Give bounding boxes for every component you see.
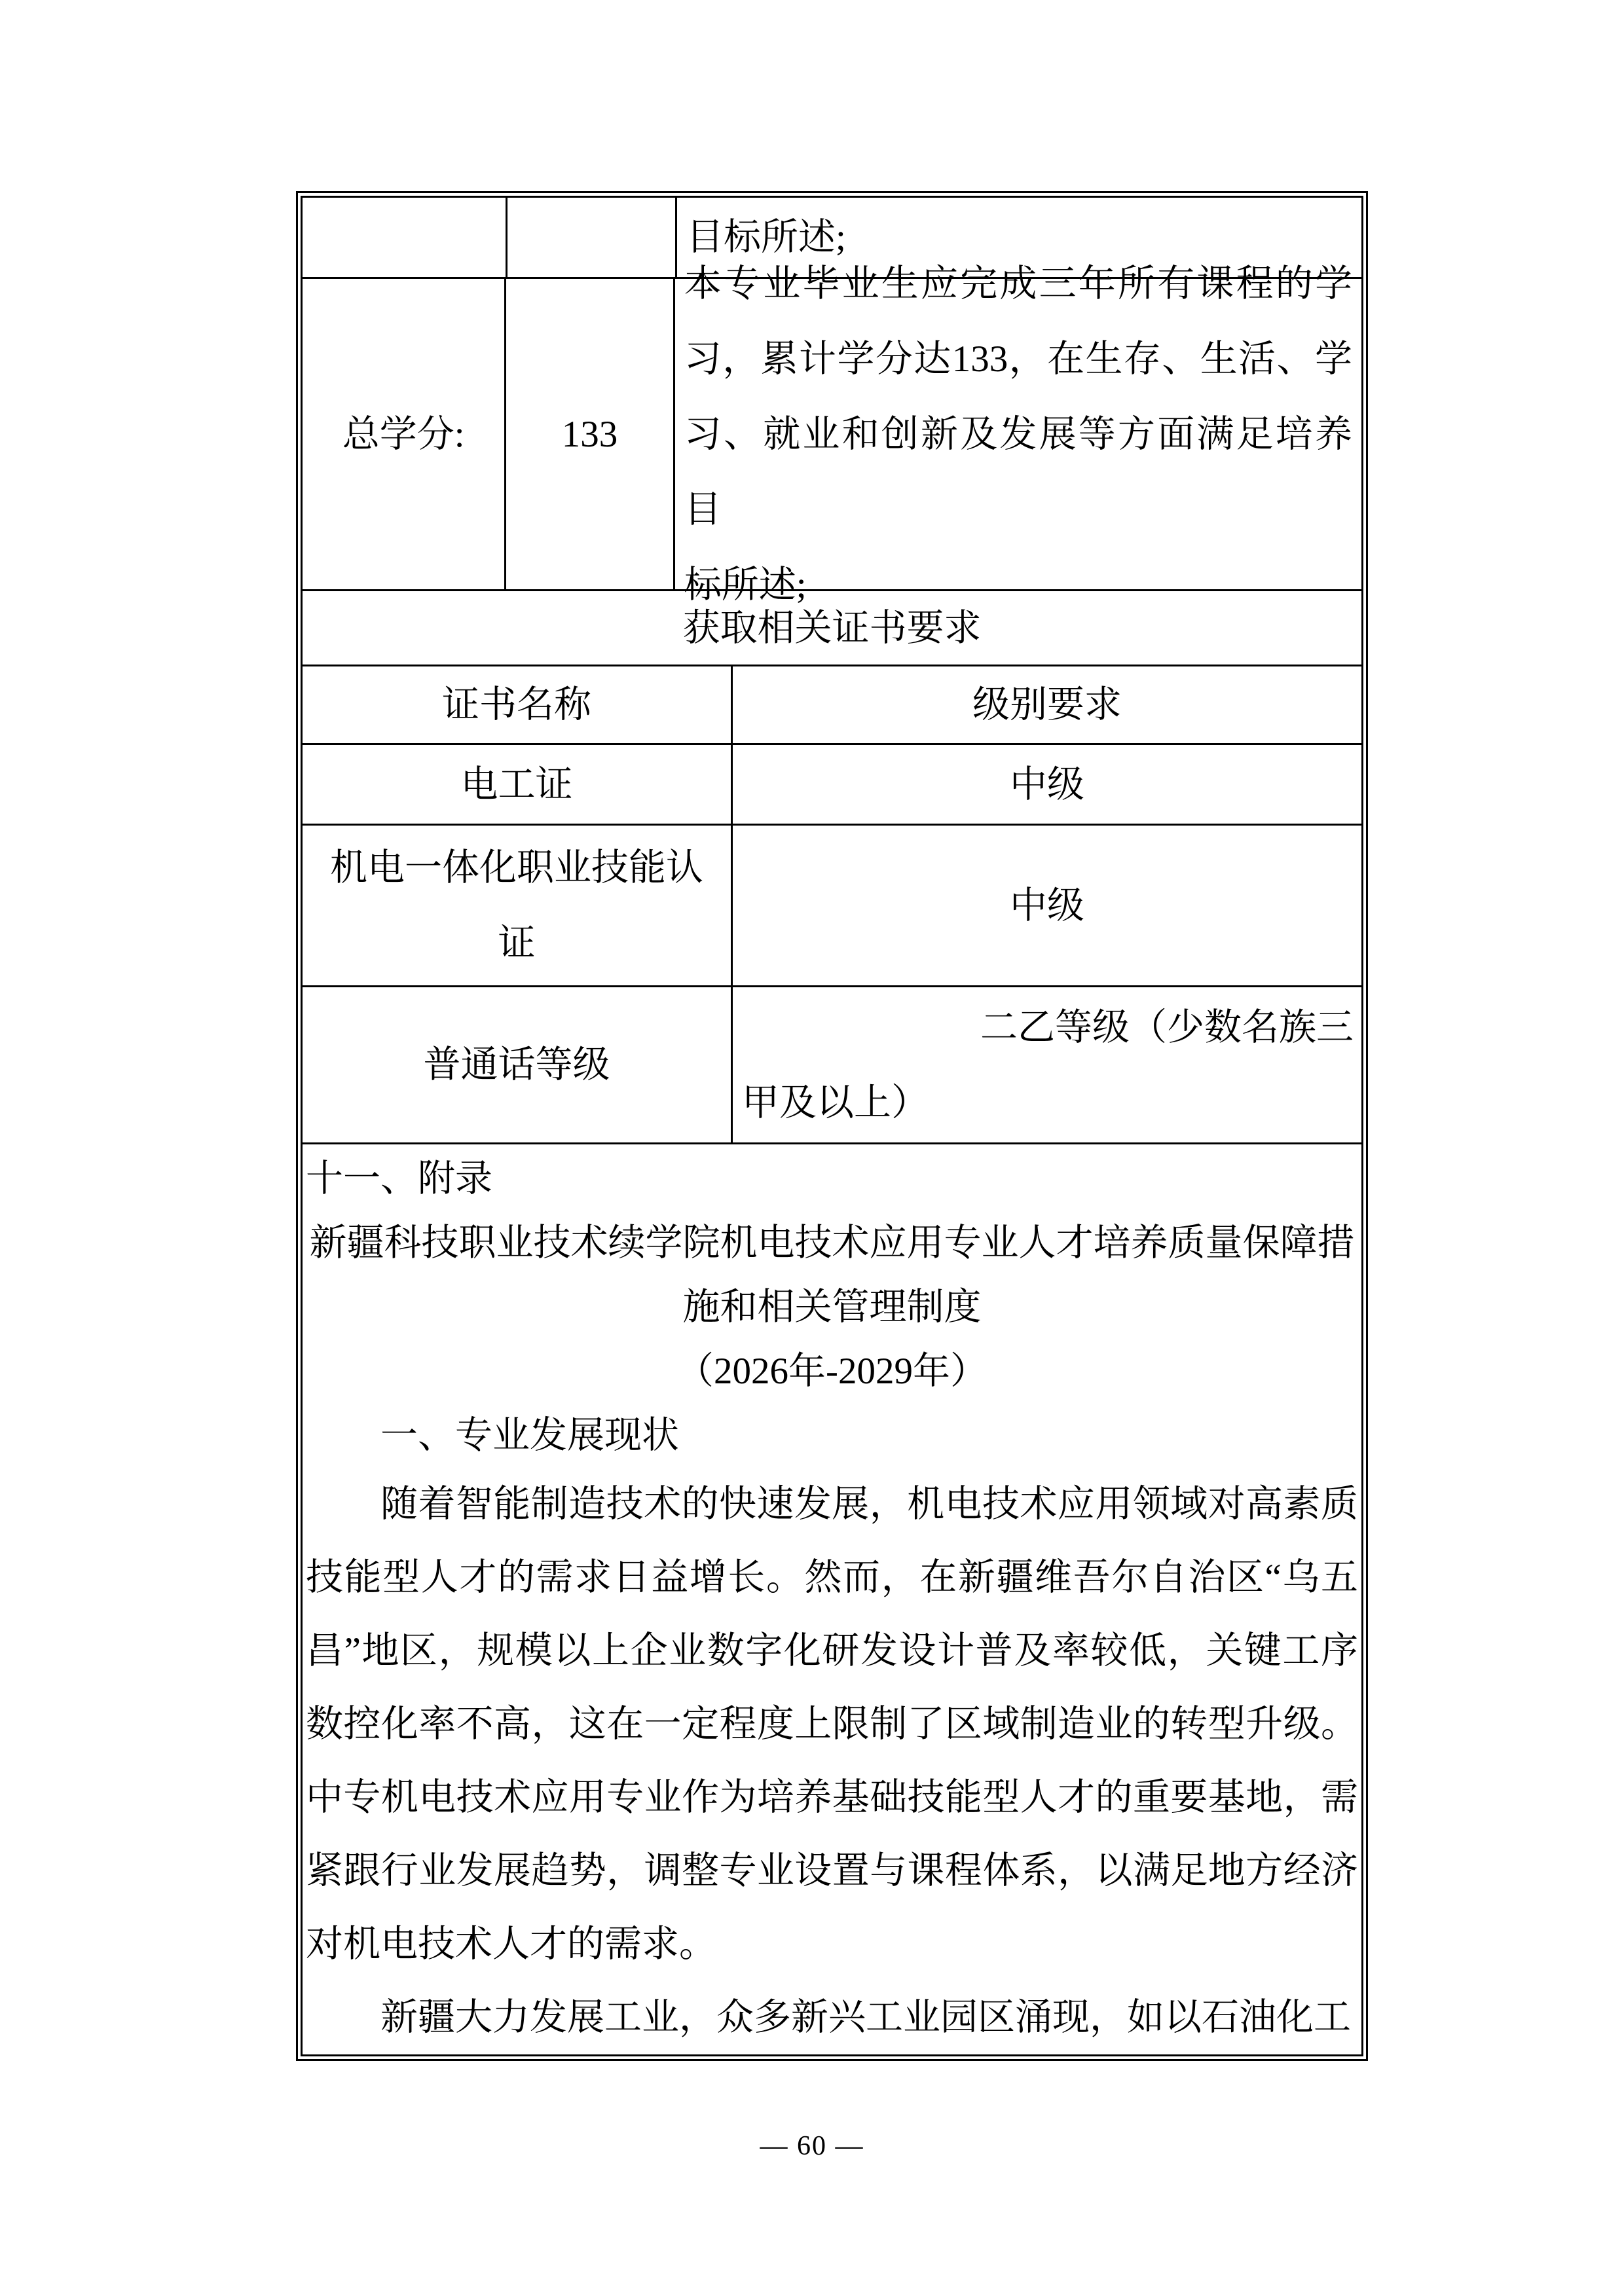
appendix-paragraph-1: 随着智能制造技术的快速发展，机电技术应用领域对高素质技能型人才的需求日益增长。然而，在新疆维吾尔自治区“乌五昌”地区，规模以上企业数字化研发设计普及率较低，关键工序数控化率不高，这在一定程度上限制了区域制造业的转型升级。中专机电技术应用专业作为培养基础技能型人才的重要基地，需紧跟行业发展趋势，调整专业设置与课程体系，以满足地方经济对机电技术人才的需求。	[306, 1484, 1358, 1965]
page-number: — 60 —	[760, 2131, 864, 2161]
total-credits-value: 133	[506, 279, 675, 589]
cert-header-row	[303, 665, 1361, 743]
appendix-sub-heading: 一、专业发展现状	[380, 1415, 679, 1456]
cert-row-putonghua	[303, 985, 1361, 1142]
carryover-text: 目标所述;	[686, 217, 846, 258]
appendix-cell	[303, 1142, 1361, 2054]
appendix-paragraph-2: 新疆大力发展工业，众多新兴工业园区涌现，如以石油化工	[380, 1997, 1351, 2038]
requirements-table	[296, 191, 1368, 2061]
cert-row-electrician	[303, 743, 1361, 824]
cert-level: 中级	[1010, 763, 1084, 805]
description-line: 习，累计学分达133，在生存、生活、学	[684, 338, 1352, 380]
total-credits-description	[675, 263, 1361, 606]
appendix-doc-title: 新疆科技职业技术续学院机电技术应用专业人才培养质量保障措施和相关管理制度	[309, 1222, 1355, 1328]
cert-level-column-header: 级别要求	[972, 684, 1122, 725]
cert-name: 普通话等级	[303, 987, 733, 1142]
cert-name	[303, 826, 733, 985]
cert-name: 电工证	[303, 745, 733, 824]
description-line: 标所述;	[684, 564, 807, 606]
carryover-empty-cell-2	[507, 198, 677, 277]
description-line: 本专业毕业生应完成三年所有课程的学	[684, 263, 1352, 304]
carryover-empty-cell-1	[303, 198, 507, 277]
cert-level-line: 甲及以上）	[742, 1082, 929, 1123]
cert-name-line: 机电一体化职业技能认	[330, 847, 703, 888]
total-credits-row	[303, 263, 1361, 606]
description-line: 习、就业和创新及发展等方面满足培养目	[684, 413, 1352, 530]
total-credits-label: 总学分:	[303, 279, 506, 589]
cert-section-header: 获取相关证书要求	[303, 589, 1361, 665]
cert-row-mechatronics	[303, 824, 1361, 985]
cert-name-column-header: 证书名称	[303, 666, 733, 743]
appendix-date-range: （2026年-2029年）	[676, 1351, 987, 1392]
cert-level-line: 二乙等级（少数名族三	[980, 1006, 1354, 1048]
cert-name-line: 证	[498, 922, 536, 964]
appendix-section-heading: 十一、附录	[306, 1158, 492, 1199]
cert-level	[733, 987, 1361, 1142]
cert-level: 中级	[1010, 884, 1084, 926]
